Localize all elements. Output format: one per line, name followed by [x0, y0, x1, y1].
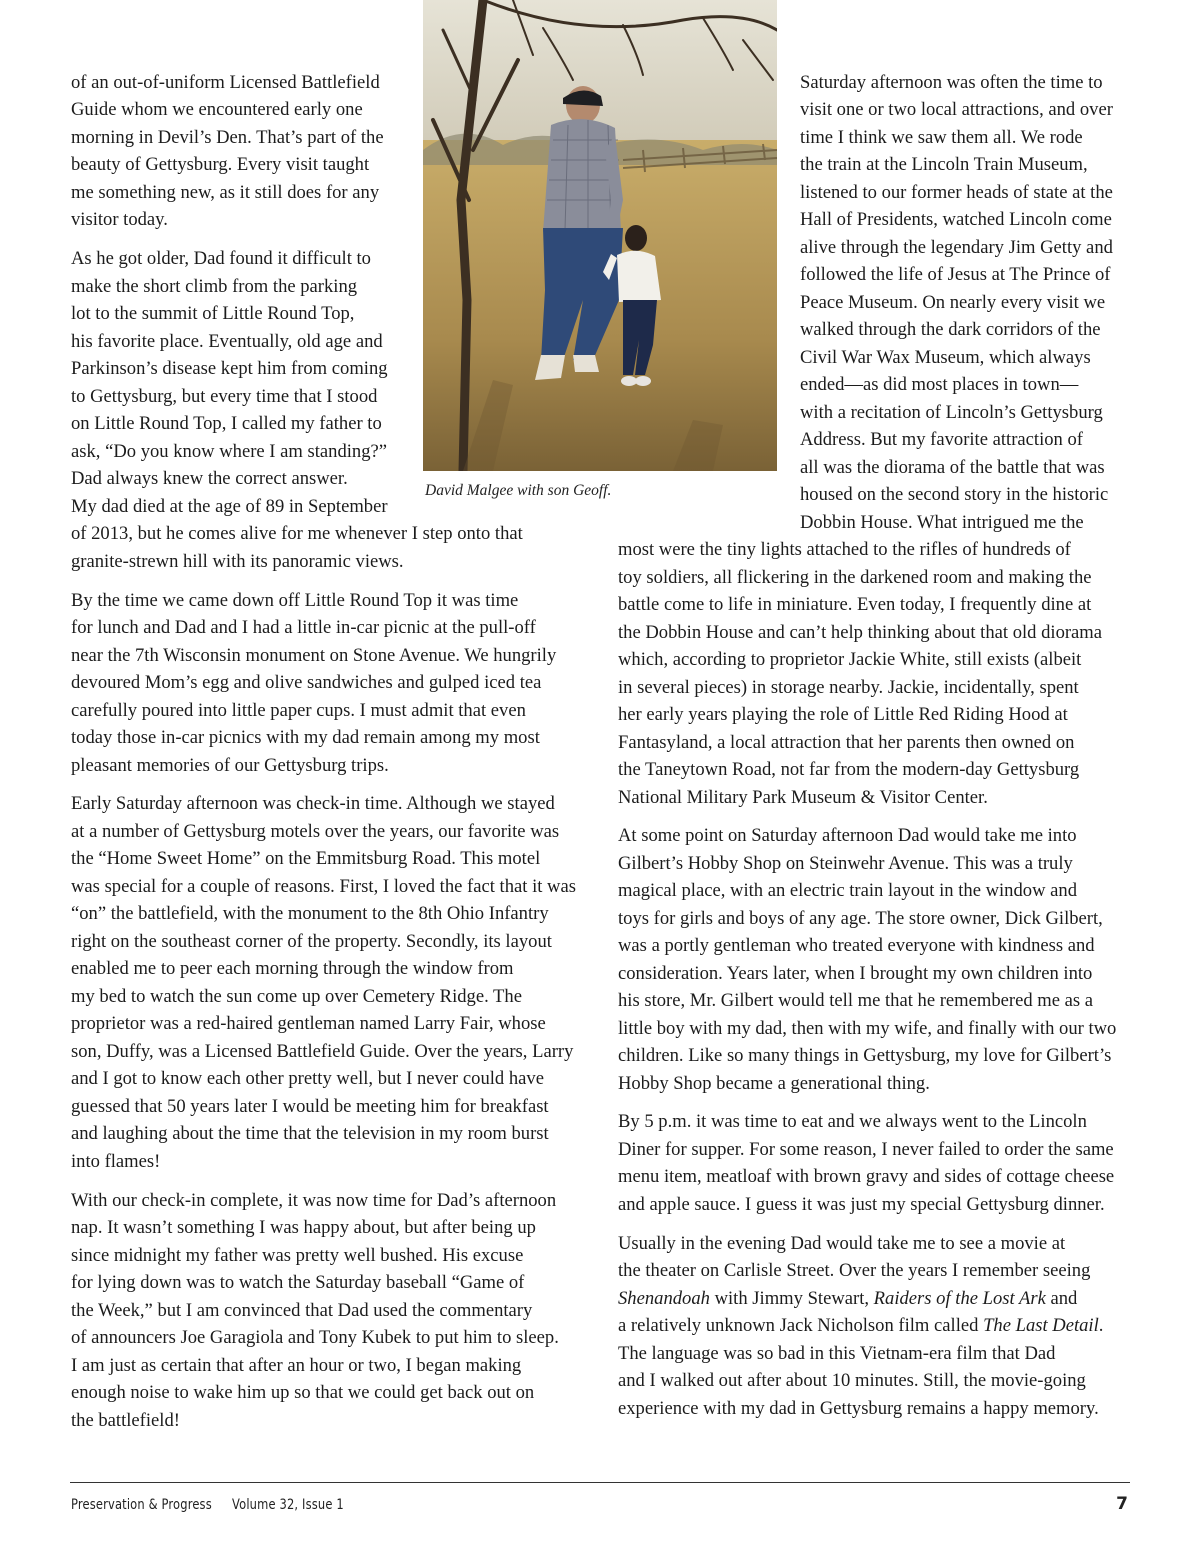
text-line	[618, 1285, 1077, 1313]
text-line: Dobbin House. What intrigued me the	[800, 512, 1084, 533]
text-line: By the time we came down off Little Round Top it was time	[71, 590, 519, 611]
page-number: 7	[1116, 1494, 1128, 1514]
text-line: the Week,” but I am convinced that Dad used the commentary	[71, 1300, 533, 1321]
text-line: toys for girls and boys of any age. The store owner, Dick Gilbert,	[618, 908, 1103, 929]
text-line: his store, Mr. Gilbert would tell me that he remembered me as a	[618, 990, 1094, 1011]
text-line: At some point on Saturday afternoon Dad would take me into	[618, 825, 1077, 846]
issue-info: Volume 32, Issue 1	[232, 1497, 344, 1513]
text-line: magical place, with an electric train layout in the window and	[618, 880, 1077, 901]
text-line: Hall of Presidents, watched Lincoln come	[800, 209, 1112, 230]
text-line: Diner for supper. For some reason, I never failed to order the same	[618, 1139, 1114, 1160]
text-line: children. Like so many things in Gettysburg, my love for Gilbert’s	[618, 1045, 1112, 1066]
text-line: to Gettysburg, but every time that I stood	[71, 386, 378, 407]
text-line: Address. But my favorite attraction of	[800, 429, 1083, 450]
text-line: National Military Park Museum & Visitor Center.	[618, 787, 988, 808]
text-line: walked through the dark corridors of the	[800, 319, 1101, 340]
publication-name: Preservation & Progress	[71, 1497, 212, 1513]
text-line: ended—as did most places in town—	[800, 374, 1079, 395]
text-line: make the short climb from the parking	[71, 276, 358, 297]
text-line: for lunch and Dad and I had a little in-car picnic at the pull-off	[71, 617, 536, 638]
text-line: my bed to watch the sun come up over Cemetery Ridge. The	[71, 986, 522, 1007]
text-line: enabled me to peer each morning through the window from	[71, 958, 514, 979]
text-line: Early Saturday afternoon was check-in time. Although we stayed	[71, 793, 555, 814]
text-line: most were the tiny lights attached to the rifles of hundreds of	[618, 539, 1071, 560]
text-line: the Taneytown Road, not far from the modern-day Gettysburg	[618, 759, 1080, 780]
text-line: at a number of Gettysburg motels over the years, our favorite was	[71, 821, 560, 842]
text-segment: with Jimmy Stewart,	[709, 1288, 874, 1309]
text-line: proprietor was a red-haired gentleman named Larry Fair, whose	[71, 1013, 546, 1034]
text-line: little boy with my dad, then with my wife, and finally with our two	[618, 1018, 1117, 1039]
text-line: was special for a couple of reasons. First, I loved the fact that it was	[71, 876, 576, 897]
text-line: the Dobbin House and can’t help thinking about that old diorama	[618, 622, 1103, 643]
film-title: Raiders of the Lost Ark	[873, 1288, 1046, 1309]
text-line: granite-strewn hill with its panoramic views.	[71, 551, 404, 572]
text-segment: and	[1045, 1288, 1078, 1309]
text-line: the theater on Carlisle Street. Over the years I remember seeing	[618, 1260, 1091, 1281]
text-line: enough noise to wake him up so that we could get back out on	[71, 1382, 535, 1403]
text-line: her early years playing the role of Little Red Riding Hood at	[618, 704, 1068, 725]
text-line: and apple sauce. I guess it was just my special Gettysburg dinner.	[618, 1194, 1105, 1215]
text-line: since midnight my father was pretty well bushed. His excuse	[71, 1245, 524, 1266]
text-line: lot to the summit of Little Round Top,	[71, 303, 355, 324]
text-line	[618, 1312, 1103, 1340]
text-line: Civil War Wax Museum, which always	[800, 347, 1091, 368]
text-line: Usually in the evening Dad would take me to see a movie at	[618, 1233, 1066, 1254]
text-line: toy soldiers, all flickering in the darkened room and making the	[618, 567, 1092, 588]
text-line: menu item, meatloaf with brown gravy and sides of cottage cheese	[618, 1166, 1115, 1187]
text-line: and I got to know each other pretty well, but I never could have	[71, 1068, 544, 1089]
text-line: beauty of Gettysburg. Every visit taught	[71, 154, 370, 175]
text-line: and laughing about the time that the television in my room burst	[71, 1123, 549, 1144]
text-line: followed the life of Jesus at The Prince of	[800, 264, 1111, 285]
article-photo	[423, 0, 777, 471]
text-line: his favorite place. Eventually, old age and	[71, 331, 383, 352]
text-line: pleasant memories of our Gettysburg trips.	[71, 755, 389, 776]
text-line: near the 7th Wisconsin monument on Stone Avenue. We hungrily	[71, 645, 557, 666]
text-line: visitor today.	[71, 209, 168, 230]
text-line: Dad always knew the correct answer.	[71, 468, 348, 489]
text-line: housed on the second story in the historic	[800, 484, 1109, 505]
text-segment: .	[1098, 1315, 1104, 1336]
text-line: guessed that 50 years later I would be meeting him for breakfast	[71, 1096, 549, 1117]
text-line: on Little Round Top, I called my father to	[71, 413, 382, 434]
text-line: experience with my dad in Gettysburg remains a happy memory.	[618, 1398, 1099, 1419]
text-line: of an out-of-uniform Licensed Battlefield	[71, 72, 380, 93]
text-line: all was the diorama of the battle that was	[800, 457, 1105, 478]
text-line: As he got older, Dad found it difficult to	[71, 248, 371, 269]
text-line: carefully poured into little paper cups. I must admit that even	[71, 700, 526, 721]
text-line: listened to our former heads of state at the	[800, 182, 1113, 203]
text-line: Saturday afternoon was often the time to	[800, 72, 1103, 93]
text-line: in several pieces) in storage nearby. Jackie, incidentally, spent	[618, 677, 1079, 698]
text-line: alive through the legendary Jim Getty and	[800, 237, 1113, 258]
father-son-walking-photo	[423, 0, 777, 471]
photo-caption: David Malgee with son Geoff.	[425, 482, 612, 499]
text-line: today those in-car picnics with my dad remain among my most	[71, 727, 540, 748]
text-line: son, Duffy, was a Licensed Battlefield Guide. Over the years, Larry	[71, 1041, 574, 1062]
text-segment: a relatively unknown Jack Nicholson film called	[618, 1315, 984, 1336]
text-line: Hobby Shop became a generational thing.	[618, 1073, 930, 1094]
text-line: the “Home Sweet Home” on the Emmitsburg Road. This motel	[71, 848, 541, 869]
film-title: The Last Detail	[983, 1315, 1099, 1336]
text-line: “on” the battlefield, with the monument to the 8th Ohio Infantry	[71, 903, 549, 924]
text-line: right on the southeast corner of the property. Secondly, its layout	[71, 931, 552, 952]
text-line: With our check-in complete, it was now time for Dad’s afternoon	[71, 1190, 557, 1211]
text-line: was a portly gentleman who treated everyone with kindness and	[618, 935, 1095, 956]
text-line: devoured Mom’s egg and olive sandwiches and gulped iced tea	[71, 672, 542, 693]
text-line: of announcers Joe Garagiola and Tony Kubek to put him to sleep.	[71, 1327, 559, 1348]
text-line: which, according to proprietor Jackie White, still exists (albeit	[618, 649, 1082, 670]
text-line: ask, “Do you know where I am standing?”	[71, 441, 388, 462]
text-line: The language was so bad in this Vietnam-era film that Dad	[618, 1343, 1056, 1364]
text-line: me something new, as it still does for any	[71, 182, 380, 203]
text-line: morning in Devil’s Den. That’s part of the	[71, 127, 384, 148]
text-line: visit one or two local attractions, and over	[800, 99, 1113, 120]
text-line: the battlefield!	[71, 1410, 180, 1431]
text-line: By 5 p.m. it was time to eat and we always went to the Lincoln	[618, 1111, 1087, 1132]
text-line: I am just as certain that after an hour or two, I began making	[71, 1355, 522, 1376]
text-line: for lying down was to watch the Saturday baseball “Game of	[71, 1272, 525, 1293]
text-line: and I walked out after about 10 minutes. Still, the movie-going	[618, 1370, 1086, 1391]
text-line: with a recitation of Lincoln’s Gettysburg	[800, 402, 1103, 423]
text-line: nap. It wasn’t something I was happy about, but after being up	[71, 1217, 536, 1238]
footer-divider	[70, 1482, 1130, 1483]
text-line: battle come to life in miniature. Even today, I frequently dine at	[618, 594, 1092, 615]
text-line: into flames!	[71, 1151, 161, 1172]
text-line: time I think we saw them all. We rode	[800, 127, 1083, 148]
text-line: the train at the Lincoln Train Museum,	[800, 154, 1088, 175]
film-title: Shenandoah	[618, 1288, 710, 1309]
text-line: of 2013, but he comes alive for me whenever I step onto that	[71, 523, 523, 544]
text-line: Gilbert’s Hobby Shop on Steinwehr Avenue. This was a truly	[618, 853, 1073, 874]
text-line: Peace Museum. On nearly every visit we	[800, 292, 1106, 313]
text-line: consideration. Years later, when I brought my own children into	[618, 963, 1093, 984]
text-line: Fantasyland, a local attraction that her parents then owned on	[618, 732, 1075, 753]
text-line: Parkinson’s disease kept him from coming	[71, 358, 388, 379]
text-line: My dad died at the age of 89 in September	[71, 496, 388, 517]
text-line: Guide whom we encountered early one	[71, 99, 363, 120]
